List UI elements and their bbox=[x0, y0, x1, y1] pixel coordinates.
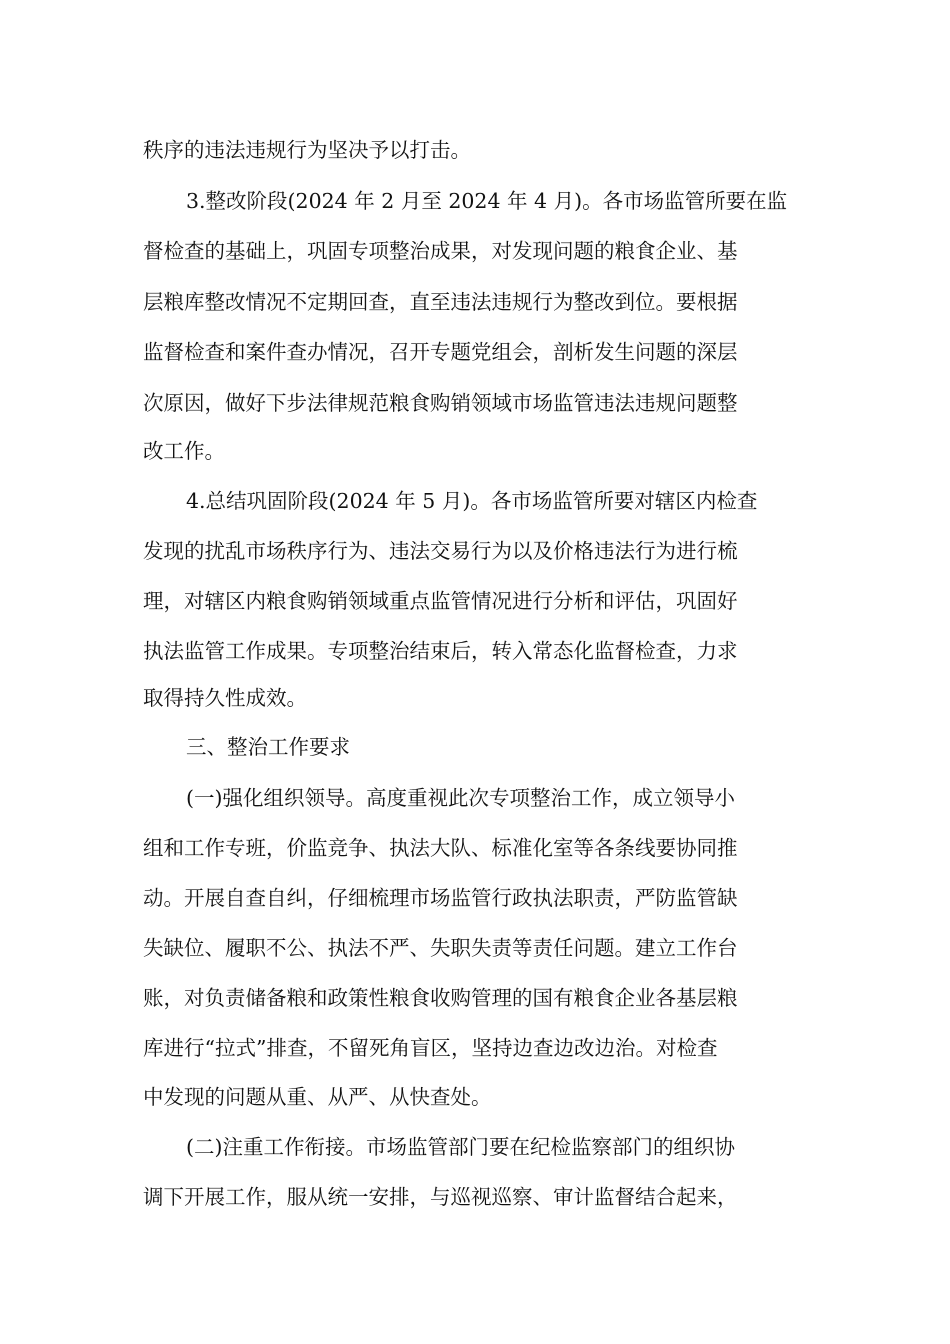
text-line: 中发现的问题从重、从严、从快查处。 bbox=[143, 1085, 492, 1109]
text-line: 理，对辖区内粮食购销领域重点监管情况进行分析和评估，巩固好 bbox=[143, 589, 738, 613]
text-line: 秩序的违法违规行为坚决予以打击。 bbox=[143, 138, 471, 162]
text-line: 失缺位、履职不公、执法不严、失职失责等责任问题。建立工作台 bbox=[143, 936, 738, 960]
text-line: 监督检查和案件查办情况，召开专题党组会，剖析发生问题的深层 bbox=[143, 340, 738, 364]
text-line: 层粮库整改情况不定期回查，直至违法违规行为整改到位。要根据 bbox=[143, 290, 738, 314]
text-line: (二)注重工作衔接。市场监管部门要在纪检监察部门的组织协 bbox=[186, 1135, 735, 1159]
text-line: 组和工作专班，价监竞争、执法大队、标准化室等各条线要协同推 bbox=[143, 836, 738, 860]
section-heading: 三、整治工作要求 bbox=[186, 735, 350, 759]
text-line: 次原因，做好下步法律规范粮食购销领域市场监管违法违规问题整 bbox=[143, 391, 738, 415]
text-line: 督检查的基础上，巩固专项整治成果，对发现问题的粮食企业、基 bbox=[143, 239, 738, 263]
text-line: 账，对负责储备粮和政策性粮食收购管理的国有粮食企业各基层粮 bbox=[143, 986, 738, 1010]
text-line: 调下开展工作，服从统一安排，与巡视巡察、审计监督结合起来， bbox=[143, 1185, 738, 1209]
text-line: 执法监管工作成果。专项整治结束后，转入常态化监督检查，力求 bbox=[143, 639, 738, 663]
text-line: 4.总结巩固阶段(2024 年 5 月)。各市场监管所要对辖区内检查 bbox=[186, 489, 758, 513]
text-line: (一)强化组织领导。高度重视此次专项整治工作，成立领导小 bbox=[186, 786, 735, 810]
text-line: 3.整改阶段(2024 年 2 月至 2024 年 4 月)。各市场监管所要在监 bbox=[186, 189, 788, 213]
text-line: 动。开展自查自纠，仔细梳理市场监管行政执法职责，严防监管缺 bbox=[143, 886, 738, 910]
text-line: 取得持久性成效。 bbox=[143, 686, 307, 710]
text-line: 库进行“拉式”排查，不留死角盲区，坚持边查边改边治。对检查 bbox=[143, 1036, 718, 1060]
text-line: 发现的扰乱市场秩序行为、违法交易行为以及价格违法行为进行梳 bbox=[143, 539, 738, 563]
text-line: 改工作。 bbox=[143, 439, 225, 463]
